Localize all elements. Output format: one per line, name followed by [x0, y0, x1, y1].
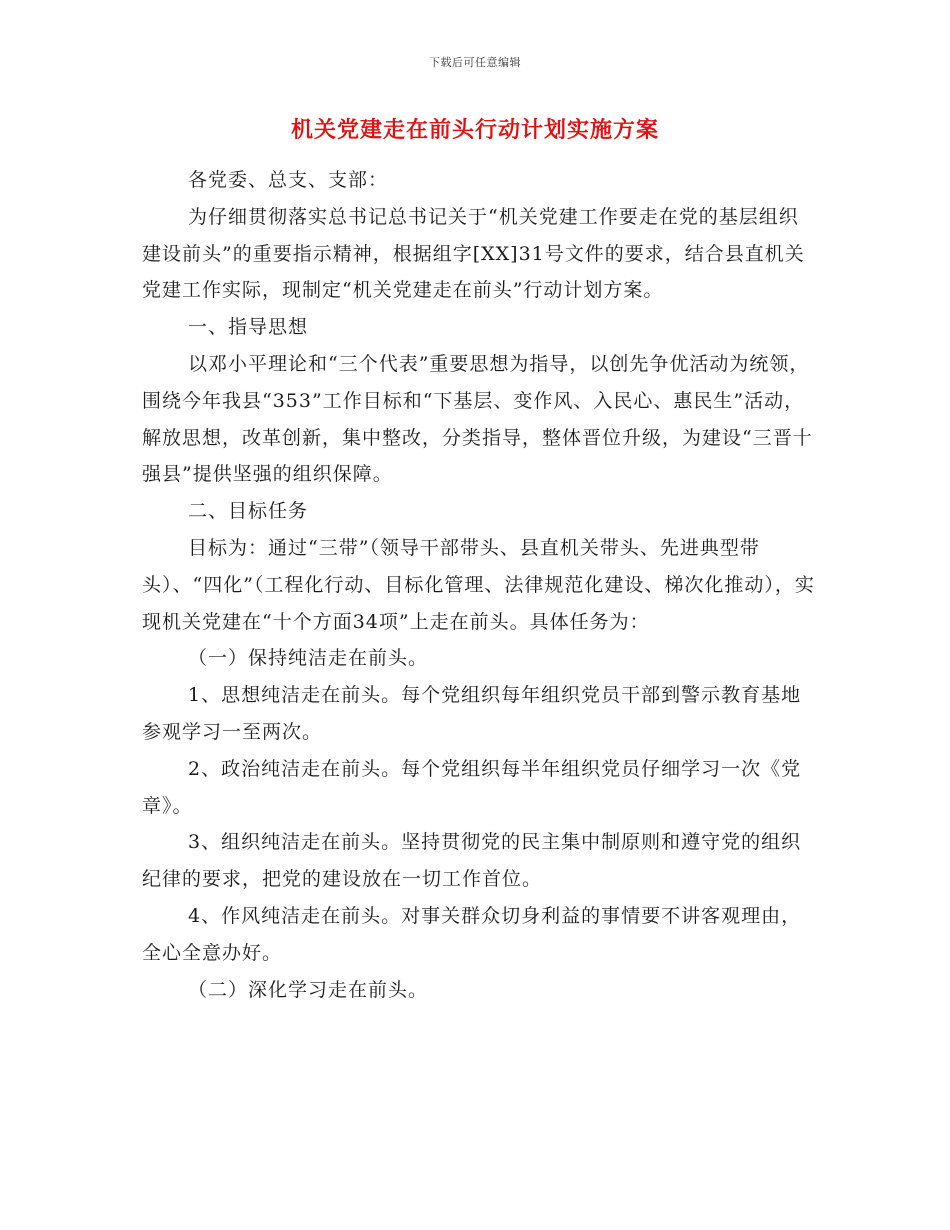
item-paragraph-3: 3、组织纯洁走在前头。坚持贯彻党的民主集中制原则和遵守党的组织纪律的要求，把党的建设放在一切工作首位。	[142, 831, 802, 891]
intro-paragraph: 为仔细贯彻落实总书记总书记关于“机关党建工作要走在党的基层组织建设前头”的重要指示精神，根据组字[XX]31号文件的要求，结合县直机关党建工作实际，现制定“机关党建走在前头”行动计划方案。	[142, 205, 805, 302]
subsection-heading-2: （二）深化学习走在前头。	[188, 978, 429, 1001]
item-paragraph-4: 4、作风纯洁走在前头。对事关群众切身利益的事情要不讲客观理由，全心全意办好。	[142, 904, 802, 964]
salutation: 各党委、总支、支部：	[188, 169, 389, 191]
guiding-thought-paragraph: 以邓小平理论和“三个代表”重要思想为指导，以创先争优活动为统领，围绕今年我县“353”工作目标和“下基层、变作风、入民心、惠民生”活动，解放思想，改革创新，集中整改，分类指导，整体晋位升级，为建设“三晋十强县”提供坚强的组织保障。	[142, 352, 813, 486]
section-heading-2: 二、目标任务	[188, 500, 309, 523]
item-paragraph-1: 1、思想纯洁走在前头。每个党组织每年组织党员干部到警示教育基地参观学习一至两次。	[142, 684, 802, 743]
section-heading-1: 一、指导思想	[188, 316, 309, 339]
header-note: 下载后可任意编辑	[429, 56, 521, 69]
item-paragraph-2: 2、政治纯洁走在前头。每个党组织每半年组织党员仔细学习一次《党章》。	[142, 757, 802, 817]
document-title: 机关党建走在前头行动计划实施方案	[290, 118, 659, 143]
subsection-heading-1: （一）保持纯洁走在前头。	[188, 647, 429, 670]
document-body	[142, 162, 817, 1008]
target-paragraph: 目标为：通过“三带”（领导干部带头、县直机关带头、先进典型带头）、“四化”（工程化行动、目标化管理、法律规范化建设、梯次化推动），实现机关党建在“十个方面34项”上走在前头。具体任务为：	[142, 536, 815, 633]
